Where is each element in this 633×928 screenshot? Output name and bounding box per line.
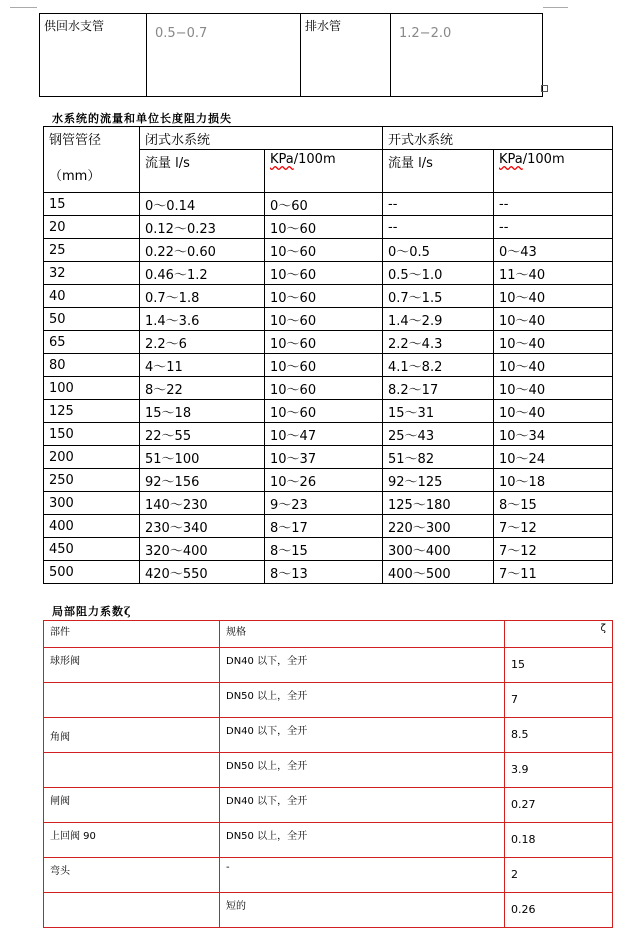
table-row xyxy=(40,14,543,97)
table-cell[interactable]: 10～40 xyxy=(494,285,613,308)
table-cell[interactable]: 400～500 xyxy=(383,561,494,584)
table-cell[interactable]: DN40 以下，全开 xyxy=(220,718,505,753)
table-cell[interactable]: 22～55 xyxy=(140,423,265,446)
table-cell[interactable]: 10～60 xyxy=(265,377,383,400)
table-cell[interactable]: 20 xyxy=(44,216,140,239)
table-cell[interactable]: 7 xyxy=(505,683,613,718)
table-cell[interactable]: 2 xyxy=(505,858,613,893)
table-row xyxy=(44,648,613,683)
header-kpa-prefix: KPa xyxy=(270,152,294,167)
table-cell[interactable]: 1.4～2.9 xyxy=(383,308,494,331)
page-margin-guide xyxy=(543,7,568,8)
table-cell[interactable]: 10～40 xyxy=(494,354,613,377)
table-cell[interactable]: 80 xyxy=(44,354,140,377)
table-cell[interactable]: 15 xyxy=(44,193,140,216)
table-cell[interactable]: 4.1～8.2 xyxy=(383,354,494,377)
table-cell[interactable]: - xyxy=(220,858,505,893)
table-row xyxy=(44,239,613,262)
table-cell[interactable]: 8～15 xyxy=(265,538,383,561)
table-cell[interactable]: -- xyxy=(383,193,494,216)
table-cell[interactable]: 2.2～4.3 xyxy=(383,331,494,354)
table-row xyxy=(44,423,613,446)
table-cell[interactable]: 1.2−2.0 xyxy=(391,14,543,97)
local-resistance-table xyxy=(43,620,613,928)
table-cell[interactable]: 0.46～1.2 xyxy=(140,262,265,285)
table-cell[interactable]: 250 xyxy=(44,469,140,492)
table-row xyxy=(44,216,613,239)
table-row xyxy=(44,492,613,515)
header-cell-pipe[interactable] xyxy=(44,127,140,193)
table-cell[interactable]: 25～43 xyxy=(383,423,494,446)
table-cell[interactable]: 0.27 xyxy=(505,788,613,823)
table-cell[interactable]: 10～34 xyxy=(494,423,613,446)
header-kpa-prefix: KPa xyxy=(499,152,523,167)
table-cell[interactable]: 15～18 xyxy=(140,400,265,423)
header-cell-open-flow[interactable]: 流量 l/s xyxy=(383,150,494,193)
table-cell[interactable]: 140～230 xyxy=(140,492,265,515)
table-row xyxy=(44,469,613,492)
table-cell[interactable]: 40 xyxy=(44,285,140,308)
table-cell[interactable]: 8～15 xyxy=(494,492,613,515)
section-title: 局部阻力系数ζ xyxy=(52,605,132,618)
table-cell[interactable]: 10～26 xyxy=(265,469,383,492)
header-cell-spec[interactable]: 规格 xyxy=(220,621,505,648)
header-cell-closed-flow[interactable]: 流量 l/s xyxy=(140,150,265,193)
table-cell[interactable]: -- xyxy=(494,193,613,216)
table-row xyxy=(44,893,613,928)
table-cell[interactable]: 10～18 xyxy=(494,469,613,492)
table-cell[interactable]: 420～550 xyxy=(140,561,265,584)
table-cell[interactable]: 10～40 xyxy=(494,308,613,331)
table-cell[interactable]: 10～60 xyxy=(265,239,383,262)
table-cell[interactable]: 0.22～0.60 xyxy=(140,239,265,262)
table-cell[interactable]: 7～12 xyxy=(494,538,613,561)
table-cell[interactable]: 10～60 xyxy=(265,308,383,331)
table-cell[interactable]: 0～0.14 xyxy=(140,193,265,216)
table-cell[interactable]: 51～82 xyxy=(383,446,494,469)
table-cell[interactable]: 125 xyxy=(44,400,140,423)
table-cell[interactable]: -- xyxy=(383,216,494,239)
table-cell[interactable]: 25 xyxy=(44,239,140,262)
table-cell[interactable]: 球形阀 xyxy=(44,648,220,683)
table-row xyxy=(44,858,613,893)
local-table-body xyxy=(44,648,613,928)
table-cell[interactable]: 220～300 xyxy=(383,515,494,538)
header-pipe-label: 钢管管径 xyxy=(49,133,102,148)
table-row xyxy=(44,400,613,423)
table-row xyxy=(44,561,613,584)
table-cell[interactable]: 92～125 xyxy=(383,469,494,492)
table-row xyxy=(44,788,613,823)
table-cell[interactable]: 500 xyxy=(44,561,140,584)
table-row xyxy=(44,538,613,561)
table-cell[interactable]: 闸阀 xyxy=(44,788,220,823)
table-cell[interactable]: -- xyxy=(494,216,613,239)
table-header-row xyxy=(44,127,613,150)
table-cell[interactable]: 15 xyxy=(505,648,613,683)
table-cell[interactable]: 0.5～1.0 xyxy=(383,262,494,285)
table-cell[interactable]: 150 xyxy=(44,423,140,446)
table-row xyxy=(44,683,613,718)
table-cell[interactable]: 8～17 xyxy=(265,515,383,538)
table-cell[interactable]: 450 xyxy=(44,538,140,561)
table-cell[interactable]: 125～180 xyxy=(383,492,494,515)
table-cell[interactable]: 3.9 xyxy=(505,753,613,788)
table-cell[interactable]: 15～31 xyxy=(383,400,494,423)
table-row xyxy=(44,354,613,377)
table-cell[interactable]: 短的 xyxy=(220,893,505,928)
header-cell-closed[interactable]: 闭式水系统 xyxy=(140,127,383,150)
header-cell-open[interactable]: 开式水系统 xyxy=(383,127,613,150)
table-cell[interactable]: 4～11 xyxy=(140,354,265,377)
table-row xyxy=(44,308,613,331)
header-pipe-unit: （mm） xyxy=(49,169,101,184)
table-cell[interactable] xyxy=(44,753,220,788)
table-cell[interactable] xyxy=(44,683,220,718)
table-cell[interactable]: 0.26 xyxy=(505,893,613,928)
page-margin-guide xyxy=(10,7,37,8)
header-cell-closed-kpa[interactable] xyxy=(265,150,383,193)
table-cell[interactable]: 10～47 xyxy=(265,423,383,446)
table-cell[interactable]: DN40 以下，全开 xyxy=(220,788,505,823)
table-cell[interactable]: 200 xyxy=(44,446,140,469)
table-cell[interactable]: 65 xyxy=(44,331,140,354)
table-cell[interactable]: 10～40 xyxy=(494,377,613,400)
table-row xyxy=(44,285,613,308)
table-cell[interactable]: 0.5−0.7 xyxy=(147,14,301,97)
table-cell[interactable]: 400 xyxy=(44,515,140,538)
header-cell-open-kpa[interactable] xyxy=(494,150,613,193)
table-cell[interactable]: 0～0.5 xyxy=(383,239,494,262)
table-cell[interactable]: 0.12～0.23 xyxy=(140,216,265,239)
table-cell[interactable]: 10～37 xyxy=(265,446,383,469)
table-row xyxy=(44,753,613,788)
table-cell[interactable]: DN50 以上，全开 xyxy=(220,823,505,858)
table-cell[interactable]: 0.7～1.8 xyxy=(140,285,265,308)
section-title: 水系统的流量和单位长度阻力损失 xyxy=(52,112,232,125)
table-row xyxy=(44,377,613,400)
table-cell[interactable]: 10～24 xyxy=(494,446,613,469)
header-kpa-suffix: /100m xyxy=(293,152,336,167)
header-cell-coef[interactable]: ζ xyxy=(505,621,613,648)
table-cell[interactable]: DN50 以上，全开 xyxy=(220,683,505,718)
table-cell[interactable]: 0.18 xyxy=(505,823,613,858)
pipe-velocity-table xyxy=(39,13,543,97)
table-row xyxy=(44,262,613,285)
table-cell[interactable]: 弯头 xyxy=(44,858,220,893)
table-cell[interactable]: 10～60 xyxy=(265,400,383,423)
table-cell[interactable]: 9～23 xyxy=(265,492,383,515)
header-kpa-suffix: /100m xyxy=(522,152,565,167)
table-cell[interactable]: 7～12 xyxy=(494,515,613,538)
table-row xyxy=(44,446,613,469)
table-cell[interactable]: 10～60 xyxy=(265,216,383,239)
flow-resistance-table xyxy=(43,126,613,584)
table-cell[interactable]: 7～11 xyxy=(494,561,613,584)
table-cell[interactable]: 230～340 xyxy=(140,515,265,538)
table-cell[interactable]: 51～100 xyxy=(140,446,265,469)
table-cell[interactable]: 0～43 xyxy=(494,239,613,262)
table-cell[interactable]: 32 xyxy=(44,262,140,285)
table-row xyxy=(44,515,613,538)
table-cell[interactable]: 2.2～6 xyxy=(140,331,265,354)
table-cell[interactable]: DN50 以上，全开 xyxy=(220,753,505,788)
header-cell-part[interactable]: 部件 xyxy=(44,621,220,648)
table-cell[interactable]: 8～22 xyxy=(140,377,265,400)
table-cell[interactable]: 10～60 xyxy=(265,285,383,308)
table-cell[interactable]: 0.7～1.5 xyxy=(383,285,494,308)
table-cell[interactable]: 10～40 xyxy=(494,331,613,354)
table-cell[interactable]: 10～60 xyxy=(265,354,383,377)
table-row xyxy=(44,331,613,354)
table-row xyxy=(44,718,613,753)
table-row xyxy=(44,193,613,216)
table-cell[interactable]: 排水管 xyxy=(301,14,391,97)
table-cell[interactable]: 10～40 xyxy=(494,400,613,423)
table-header-row xyxy=(44,621,613,648)
table-cell[interactable]: 10～60 xyxy=(265,262,383,285)
table-cell[interactable]: 0～60 xyxy=(265,193,383,216)
table-cell[interactable]: 300～400 xyxy=(383,538,494,561)
table-cell[interactable]: 8.5 xyxy=(505,718,613,753)
table-cell[interactable]: 10～60 xyxy=(265,331,383,354)
table-cell[interactable]: 11～40 xyxy=(494,262,613,285)
table-cell[interactable]: 上回阀 90 xyxy=(44,823,220,858)
table-cell[interactable]: 100 xyxy=(44,377,140,400)
table-resize-handle[interactable] xyxy=(541,85,548,92)
table-cell[interactable]: 1.4～3.6 xyxy=(140,308,265,331)
table-cell[interactable]: 50 xyxy=(44,308,140,331)
table-cell[interactable]: 供回水支管 xyxy=(40,14,147,97)
table-cell[interactable]: 320～400 xyxy=(140,538,265,561)
table-cell[interactable]: 角阀 xyxy=(44,718,220,753)
table-cell[interactable]: 300 xyxy=(44,492,140,515)
table-cell[interactable] xyxy=(44,893,220,928)
flow-table-body xyxy=(44,193,613,584)
table-cell[interactable]: 8～13 xyxy=(265,561,383,584)
table-cell[interactable]: 92～156 xyxy=(140,469,265,492)
table-cell[interactable]: 8.2～17 xyxy=(383,377,494,400)
table-row xyxy=(44,823,613,858)
table-cell[interactable]: DN40 以下，全开 xyxy=(220,648,505,683)
